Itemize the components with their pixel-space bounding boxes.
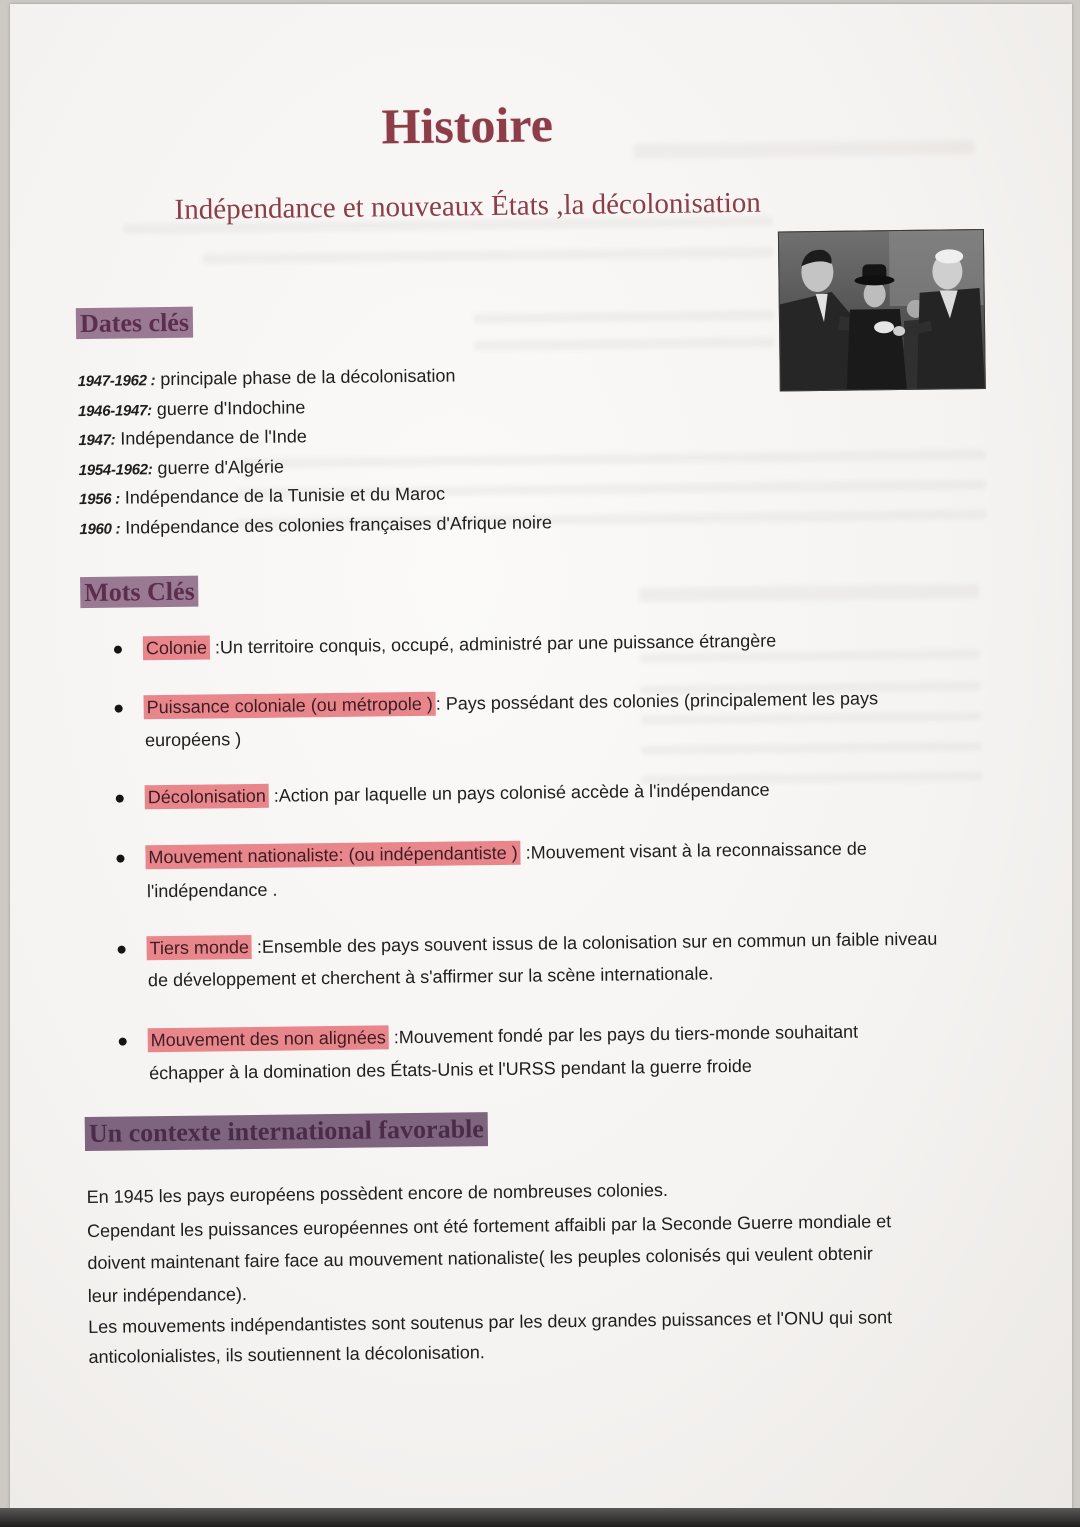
keyword-term: Mouvement des non alignées xyxy=(148,1025,389,1052)
paragraph-line: leur indépendance). xyxy=(87,1284,248,1307)
keyword-item xyxy=(146,926,937,962)
keyword-definition: :Un territoire conquis, occupé, administré par une puissance étrangère xyxy=(209,630,777,658)
date-description: guerre d'Indochine xyxy=(156,397,306,420)
keyword-item xyxy=(145,777,770,811)
date-description: Indépendance de la Tunisie et du Maroc xyxy=(124,483,446,508)
date-value: 1947-1962 : xyxy=(77,372,156,391)
date-description: principale phase de la décolonisation xyxy=(160,365,456,390)
keyword-continuation: de développement et cherchent à s'affirmer sur la scène internationale. xyxy=(147,963,714,991)
keyword-continuation: l'indépendance . xyxy=(146,879,278,902)
paragraph-line: Cependant les puissances européennes ont été fortement affaibli par la Seconde Guerre mondiale et xyxy=(86,1211,892,1242)
bullet-icon xyxy=(116,795,124,803)
keyword-term: Colonie xyxy=(143,635,210,660)
date-value: 1960 : xyxy=(79,520,121,539)
date-entry xyxy=(79,454,285,485)
keyword-definition: :Mouvement visant à la reconnaissance de xyxy=(520,838,867,863)
keyword-item xyxy=(145,835,867,870)
date-value: 1954-1962: xyxy=(78,461,153,480)
date-description: Indépendance des colonies françaises d'Afrique noire xyxy=(125,512,553,538)
keyword-continuation: échapper à la domination des États-Unis et l'URSS pendant la guerre froide xyxy=(149,1055,752,1084)
keyword-definition: :Ensemble des pays souvent issus de la colonisation sur en commun un faible niveau xyxy=(251,928,938,957)
date-value: 1946-1947: xyxy=(77,402,152,421)
bullet-icon xyxy=(114,646,122,654)
context-section-label: Un contexte international favorable xyxy=(85,1112,488,1151)
keyword-definition: :Mouvement fondé par les pays du tiers-monde souhaitant xyxy=(388,1021,859,1048)
keyword-term: Décolonisation xyxy=(145,784,269,810)
paragraph-line: anticolonialistes, ils soutiennent la décolonisation. xyxy=(88,1342,485,1368)
paragraph-line: doivent maintenant faire face au mouvement nationaliste( les peuples colonisés qui veulent obtenir xyxy=(87,1243,873,1274)
photo-image xyxy=(779,230,985,390)
date-entry xyxy=(78,423,307,454)
keyword-item xyxy=(148,1019,859,1054)
date-entry xyxy=(79,481,445,513)
keyword-term: Mouvement nationaliste: (ou indépendantiste ) xyxy=(145,841,520,870)
date-value: 1947: xyxy=(78,431,116,450)
dates-section-label: Dates clés xyxy=(76,307,193,339)
paragraph-line: En 1945 les pays européens possèdent encore de nombreuses colonies. xyxy=(86,1179,669,1208)
bullet-icon xyxy=(115,705,123,713)
keyword-definition: :Action par laquelle un pays colonisé accède à l'indépendance xyxy=(268,779,770,806)
date-value: 1956 : xyxy=(79,490,120,509)
date-entry xyxy=(79,509,552,543)
bullet-icon xyxy=(119,1038,127,1046)
page-title: Histoire xyxy=(381,96,554,155)
keyword-continuation: européens ) xyxy=(144,729,242,751)
date-entry xyxy=(77,362,455,395)
date-entry xyxy=(78,394,306,425)
keyword-term: Tiers monde xyxy=(146,935,252,960)
keywords-section-label: Mots Clés xyxy=(80,576,199,608)
bullet-icon xyxy=(118,946,126,954)
date-description: guerre d'Algérie xyxy=(157,456,285,479)
bullet-icon xyxy=(116,855,124,863)
historical-photo xyxy=(778,229,986,392)
date-description: Indépendance de l'Inde xyxy=(120,426,307,449)
keyword-term: Puissance coloniale (ou métropole ) xyxy=(144,692,436,720)
page-subtitle: Indépendance et nouveaux États ,la décolonisation xyxy=(174,186,761,226)
paragraph-line: Les mouvements indépendantistes sont soutenus par les deux grandes puissances et l'ONU qui sont xyxy=(88,1307,893,1338)
keyword-definition: : Pays possédant des colonies (principalement les pays xyxy=(435,688,879,714)
